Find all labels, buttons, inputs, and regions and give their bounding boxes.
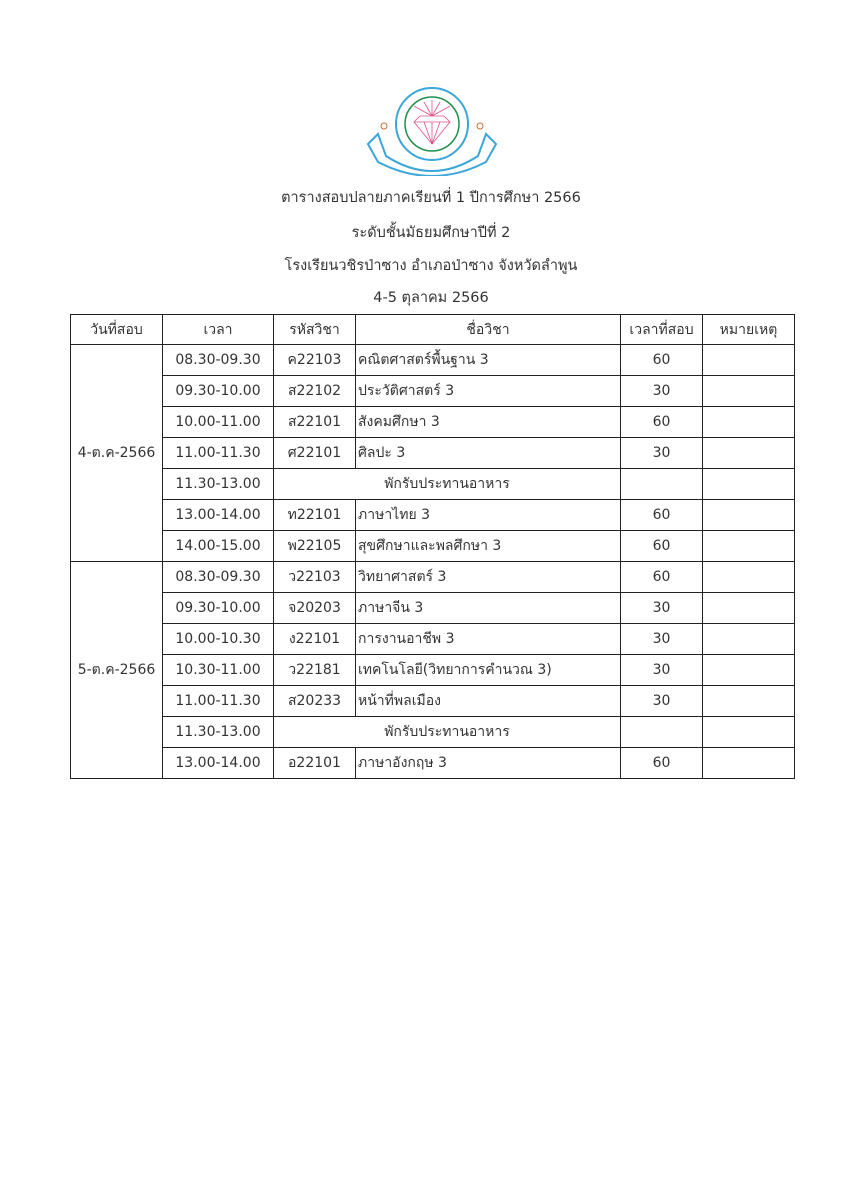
table-row (71, 624, 795, 655)
subject-cell: วิทยาศาสตร์ 3 (356, 562, 621, 593)
code-cell: ท22101 (274, 500, 356, 531)
code-cell: ศ22101 (274, 438, 356, 469)
remark-cell (703, 624, 795, 655)
title-line-3: โรงเรียนวชิรป่าซาง อำเภอป่าซาง จังหวัดลำพูน (284, 258, 578, 274)
code-cell: ว22181 (274, 655, 356, 686)
code-cell: ค22103 (274, 345, 356, 376)
subject-cell: ศิลปะ 3 (356, 438, 621, 469)
time-cell: 13.00-14.00 (163, 500, 274, 531)
time-cell: 09.30-10.00 (163, 593, 274, 624)
col-subject: ชื่อวิชา (356, 315, 621, 345)
col-code: รหัสวิชา (274, 315, 356, 345)
table-row (71, 376, 795, 407)
remark-cell (703, 655, 795, 686)
break-cell: พักรับประทานอาหาร (274, 717, 621, 748)
title-line-2: ระดับชั้นมัธยมศึกษาปีที่ 2 (351, 225, 511, 241)
time-cell: 11.00-11.30 (163, 438, 274, 469)
exam-date: 5-ต.ค-2566 (71, 562, 163, 779)
col-date: วันที่สอบ (71, 315, 163, 345)
code-cell: ส22102 (274, 376, 356, 407)
time-cell: 08.30-09.30 (163, 345, 274, 376)
duration-cell: 60 (621, 531, 703, 562)
table-row (71, 407, 795, 438)
remark-cell (703, 345, 795, 376)
time-cell: 11.30-13.00 (163, 717, 274, 748)
subject-cell: ภาษาจีน 3 (356, 593, 621, 624)
title-line-4: 4-5 ตุลาคม 2566 (373, 290, 489, 306)
time-cell: 10.30-11.00 (163, 655, 274, 686)
remark-cell (703, 438, 795, 469)
col-remark: หมายเหตุ (703, 315, 795, 345)
exam-schedule-table (70, 314, 795, 779)
subject-cell: สังคมศึกษา 3 (356, 407, 621, 438)
remark-cell (703, 593, 795, 624)
col-duration: เวลาที่สอบ (621, 315, 703, 345)
table-row (71, 531, 795, 562)
remark-cell (703, 562, 795, 593)
title-line-1: ตารางสอบปลายภาคเรียนที่ 1 ปีการศึกษา 2566 (281, 190, 581, 206)
code-cell: ส22101 (274, 407, 356, 438)
time-cell: 14.00-15.00 (163, 531, 274, 562)
subject-cell: การงานอาชีพ 3 (356, 624, 621, 655)
exam-date: 4-ต.ค-2566 (71, 345, 163, 562)
remark-cell (703, 717, 795, 748)
remark-cell (703, 376, 795, 407)
remark-cell (703, 407, 795, 438)
duration-cell: 30 (621, 438, 703, 469)
code-cell: ว22103 (274, 562, 356, 593)
subject-cell: ภาษาไทย 3 (356, 500, 621, 531)
remark-cell (703, 748, 795, 779)
code-cell: อ22101 (274, 748, 356, 779)
duration-cell (621, 717, 703, 748)
remark-cell (703, 500, 795, 531)
remark-cell (703, 686, 795, 717)
code-cell: ง22101 (274, 624, 356, 655)
remark-cell (703, 531, 795, 562)
duration-cell: 60 (621, 748, 703, 779)
remark-cell (703, 469, 795, 500)
duration-cell: 60 (621, 500, 703, 531)
duration-cell: 30 (621, 655, 703, 686)
table-row (71, 345, 795, 376)
subject-cell: เทคโนโลยี(วิทยาการคำนวณ 3) (356, 655, 621, 686)
table-row (71, 562, 795, 593)
code-cell: จ20203 (274, 593, 356, 624)
duration-cell: 30 (621, 593, 703, 624)
subject-cell: ภาษาอังกฤษ 3 (356, 748, 621, 779)
time-cell: 11.00-11.30 (163, 686, 274, 717)
time-cell: 10.00-11.00 (163, 407, 274, 438)
duration-cell: 30 (621, 376, 703, 407)
table-row (71, 748, 795, 779)
table-row (71, 438, 795, 469)
break-row (71, 469, 795, 500)
subject-cell: คณิตศาสตร์พื้นฐาน 3 (356, 345, 621, 376)
subject-cell: สุขศึกษาและพลศึกษา 3 (356, 531, 621, 562)
subject-cell: ประวัติศาสตร์ 3 (356, 376, 621, 407)
time-cell: 11.30-13.00 (163, 469, 274, 500)
table-row (71, 500, 795, 531)
break-cell: พักรับประทานอาหาร (274, 469, 621, 500)
break-row (71, 717, 795, 748)
code-cell: พ22105 (274, 531, 356, 562)
duration-cell: 30 (621, 624, 703, 655)
subject-cell: หน้าที่พลเมือง (356, 686, 621, 717)
school-logo (364, 86, 500, 176)
duration-cell: 30 (621, 686, 703, 717)
duration-cell: 60 (621, 407, 703, 438)
table-row (71, 593, 795, 624)
time-cell: 13.00-14.00 (163, 748, 274, 779)
duration-cell: 60 (621, 562, 703, 593)
table-row (71, 686, 795, 717)
duration-cell: 60 (621, 345, 703, 376)
table-header-row (71, 315, 795, 345)
col-time: เวลา (163, 315, 274, 345)
duration-cell (621, 469, 703, 500)
code-cell: ส20233 (274, 686, 356, 717)
time-cell: 08.30-09.30 (163, 562, 274, 593)
table-row (71, 655, 795, 686)
time-cell: 09.30-10.00 (163, 376, 274, 407)
time-cell: 10.00-10.30 (163, 624, 274, 655)
